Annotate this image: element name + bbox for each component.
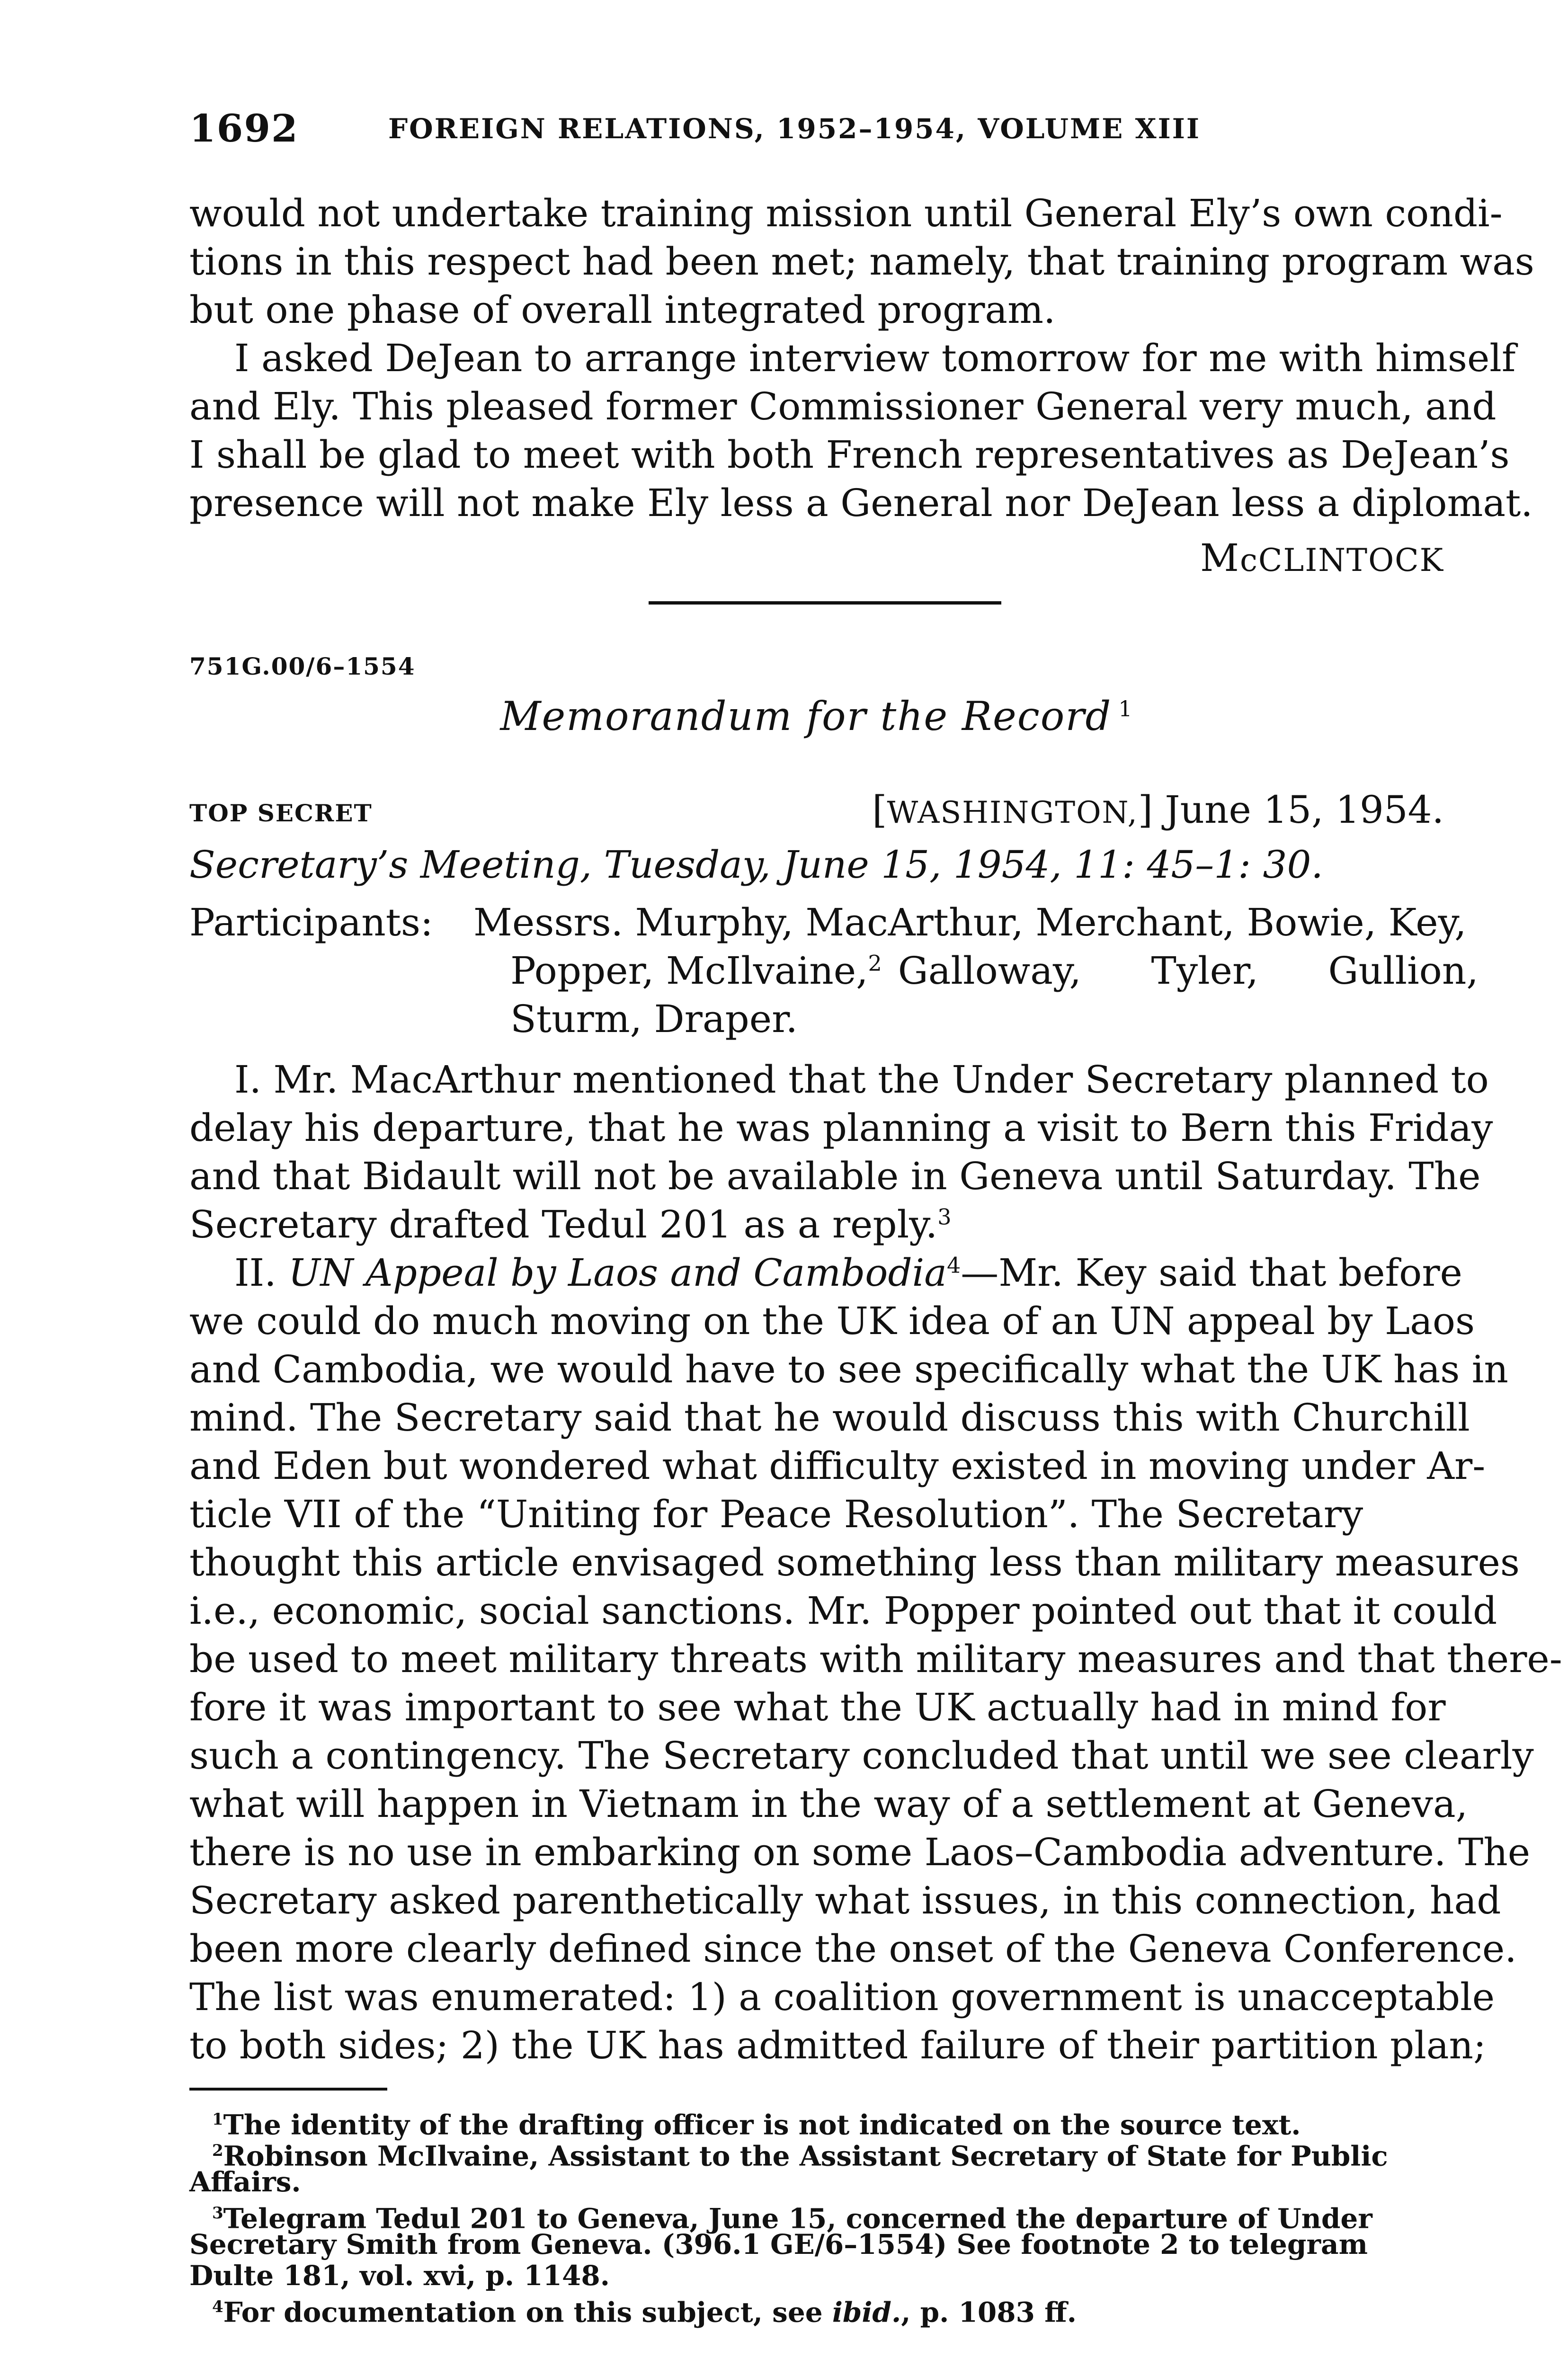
footnote-text: Robinson McIlvaine, Assistant to the Assistant Secretary of State for Public — [223, 2140, 1388, 2172]
text-segment: —Mr. Key said that before — [961, 1251, 1462, 1295]
text-line: there is no use in embarking on some Laos–Cambodia adventure. The — [189, 1830, 1531, 1874]
text-line: fore it was important to see what the UK actually had in mind for — [189, 1685, 1446, 1729]
text-line: what will happen in Vietnam in the way of a settlement at Geneva, — [189, 1782, 1468, 1826]
participants-line: Sturm, Draper. — [510, 997, 798, 1041]
participants-label: Participants: — [189, 900, 433, 944]
footnotes — [189, 2104, 1444, 2329]
paragraph-heading: UN Appeal by Laos and Cambodia — [288, 1251, 947, 1295]
footnote-marker: 4 — [212, 2297, 223, 2316]
title-text: Memorandum for the Record — [500, 693, 1112, 739]
footnote-marker: 2 — [212, 2141, 223, 2160]
text-line: and Eden but wondered what difficulty existed in moving under Ar- — [189, 1444, 1486, 1488]
text-line: be used to meet military threats with military measures and that there- — [189, 1637, 1562, 1681]
text-line: i.e., economic, social sanctions. Mr. Popper pointed out that it could — [189, 1589, 1497, 1633]
document-title — [189, 693, 1444, 739]
footnote-marker: 3 — [212, 2204, 223, 2223]
footnote-divider — [189, 2088, 387, 2091]
participants-text: Galloway, Tyler, Gullion, — [898, 949, 1479, 993]
prior-document-text — [189, 189, 1534, 527]
title-footnote-ref: 1 — [1118, 696, 1133, 721]
footnote-line — [189, 2291, 1444, 2329]
text-line — [189, 1201, 1444, 1249]
footnote-line — [189, 2135, 1444, 2172]
text-line: and Ely. This pleased former Commissioner General very much, and — [189, 384, 1497, 428]
running-head: FOREIGN RELATIONS, 1952–1954, VOLUME XIII — [388, 113, 1201, 145]
dateline-date: ] June 15, 1954. — [1138, 788, 1444, 832]
footnote-ref: 4 — [946, 1252, 961, 1278]
text-line: ticle VII of the “Uniting for Peace Resolution”. The Secretary — [189, 1492, 1363, 1536]
footnote-text: For documentation on this subject, see — [223, 2296, 832, 2329]
text-line: mind. The Secretary said that he would discuss this with Churchill — [189, 1396, 1470, 1440]
text-line: I. Mr. MacArthur mentioned that the Under Secretary planned to — [234, 1058, 1489, 1102]
text-line — [189, 1249, 1462, 1297]
text-line: delay his departure, that he was planning a visit to Bern this Friday — [189, 1106, 1493, 1150]
text-segment: Secretary drafted Tedul 201 as a reply. — [189, 1202, 938, 1246]
classification: TOP SECRET — [189, 799, 373, 827]
footnote-ref: 2 — [868, 950, 882, 976]
dateline-open: [ — [872, 788, 887, 832]
footnote-marker: 1 — [212, 2110, 223, 2129]
footnote-text: The identity of the drafting officer is not indicated on the source text. — [223, 2109, 1301, 2141]
paragraph-one — [189, 1056, 1493, 1249]
page-header — [189, 106, 1444, 158]
footnote-ref: 3 — [937, 1204, 952, 1230]
footnote-italic: ibid. — [832, 2296, 901, 2329]
file-number: 751G.00/6–1554 — [189, 652, 416, 680]
meeting-line: Secretary’s Meeting, Tuesday, June 15, 1954, 11: 45–1: 30. — [189, 843, 1323, 887]
text-line: I shall be glad to meet with both French representatives as DeJean’s — [189, 433, 1510, 477]
dateline-place: WASHINGTON, — [887, 795, 1138, 830]
page-number: 1692 — [189, 106, 299, 151]
signature-rest: cCLINTOCK — [1239, 542, 1444, 578]
footnote-text: Telegram Tedul 201 to Geneva, June 15, concerned the departure of Under — [223, 2202, 1372, 2235]
text-line: such a contingency. The Secretary concluded that until we see clearly — [189, 1734, 1534, 1778]
participants-line: Messrs. Murphy, MacArthur, Merchant, Bowie, Key, — [473, 900, 1467, 944]
footnote-line: Secretary Smith from Geneva. (396.1 GE/6–1554) See footnote 2 to telegram — [189, 2228, 1368, 2260]
participants-text: Popper, McIlvaine, — [510, 949, 868, 993]
footnote-line: Dulte 181, vol. xvi, p. 1148. — [189, 2260, 610, 2292]
text-line: to both sides; 2) the UK has admitted failure of their partition plan; — [189, 2023, 1486, 2067]
footnote-line — [189, 2198, 1444, 2235]
text-line: thought this article envisaged something less than military measures — [189, 1540, 1520, 1584]
text-line: The list was enumerated: 1) a coalition government is unacceptable — [189, 1975, 1495, 2019]
text-line: and Cambodia, we would have to see specifically what the UK has in — [189, 1347, 1508, 1391]
participants-line — [510, 947, 1481, 995]
footnote-text: , p. 1083 ff. — [901, 2296, 1077, 2329]
footnote-line — [189, 2104, 1444, 2141]
text-line: I asked DeJean to arrange interview tomorrow for me with himself — [234, 336, 1516, 380]
text-line: would not undertake training mission until General Ely’s own condi- — [189, 191, 1503, 235]
text-line: been more clearly defined since the onset of the Geneva Conference. — [189, 1927, 1517, 1971]
text-line: presence will not make Ely less a General nor DeJean less a diplomat. — [189, 481, 1533, 525]
text-line: but one phase of overall integrated program. — [189, 288, 1056, 332]
footnote-line: Affairs. — [189, 2166, 301, 2198]
text-line: Secretary asked parenthetically what issues, in this connection, had — [189, 1878, 1501, 1922]
text-line: we could do much moving on the UK idea of an UN appeal by Laos — [189, 1299, 1475, 1343]
signature — [189, 536, 1444, 580]
paragraph-two — [189, 1249, 1562, 2070]
signature-initial: M — [1200, 536, 1240, 580]
section-divider — [649, 601, 1001, 605]
dateline — [872, 788, 1444, 832]
text-line: and that Bidault will not be available in Geneva until Saturday. The — [189, 1154, 1481, 1198]
paragraph-number: II. — [234, 1251, 289, 1295]
text-line: tions in this respect had been met; namely, that training program was — [189, 240, 1534, 284]
